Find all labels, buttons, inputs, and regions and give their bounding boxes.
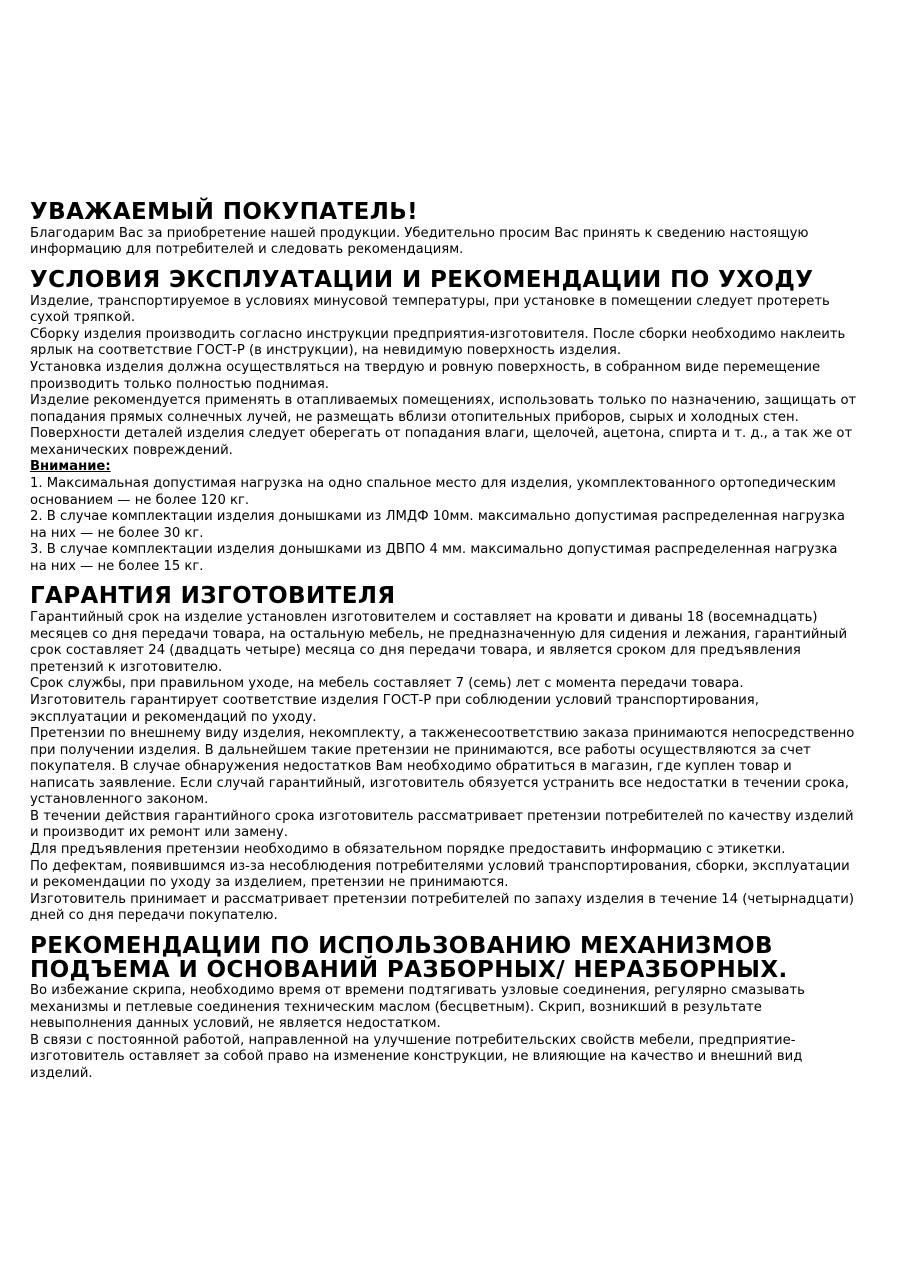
document-body [30, 200, 858, 1083]
paragraph: Изделие рекомендуется применять в отапливаемых помещениях, использовать только по назначению, защищать от попадания прямых солнечных лучей, не размещать вблизи отопительных приборов, сырых и холодных стен. [30, 393, 857, 425]
paragraph: Гарантийный срок на изделие установлен изготовителем и составляет на кровати и диваны 18 (восемнадцать) месяцев со дня передачи товара, на остальную мебель, не предназначенную для сидения и лежания, гарантийный срок составляет 24 (двадцать четыре) месяца со дня передачи товара, и является сроком для предъявления претензий к изготовителю. [30, 610, 848, 675]
paragraph: В течении действия гарантийного срока изготовитель рассматривает претензии потребителей по качеству изделий и производит их ремонт или замену. [30, 808, 854, 841]
paragraph: Претензии по внешнему виду изделия, некомплекту, а такженесоответствию заказа принимаются непосредственно при получении изделия. В дальнейшем такие претензии не принимаются, все работы осуществляются за счет покупателя. В случае обнаружения недостатков Вам необходимо обратиться в магазин, где куплен товар и написать заявление. Если случай гарантийный, изготовитель обязуется устранить все недостатки в течении срока, установленного законом. [30, 726, 855, 808]
list-item: 1. Максимальная допустимая нагрузка на одно спальное место для изделия, укомплектованного ортопедическим основанием — не более 120 кг. [30, 475, 836, 508]
list-item: 2. В случае комплектации изделия донышками из ЛМДФ 10мм. максимально допустимая распределенная нагрузка на них — не более 30 кг. [30, 509, 845, 541]
paragraph: Изготовитель принимает и рассматривает претензии потребителей по запаху изделия в течение 14 (четырнадцати) дней со дня передачи покупателю. [30, 891, 855, 924]
section-heading: УСЛОВИЯ ЭКСПЛУАТАЦИИ И РЕКОМЕНДАЦИИ ПО УХОДУ [30, 266, 814, 293]
paragraph: Благодарим Вас за приобретение нашей продукции. Убедительно просим Вас принять к сведению настоящую информацию для потребителей и следовать рекомендациям. [30, 225, 809, 258]
section-heading: УВАЖАЕМЫЙ ПОКУПАТЕЛЬ! [30, 199, 419, 225]
paragraph: Во избежание скрипа, необходимо время от времени подтягивать узловые соединения, регулярно смазывать механизмы и петлевые соединения техническим маслом (бесцветным). Скрип, возникший в результате невыполнения данных условий, не является недостатком. [30, 983, 805, 1032]
list-item: 3. В случае комплектации изделия донышками из ДВПО 4 мм. максимально допустимая распределенная нагрузка на них — не более 15 кг. [30, 542, 838, 574]
section-lifting-mechanisms [30, 934, 858, 1083]
paragraph: Изделие, транспортируемое в условиях минусовой температуры, при установке в помещении следует протереть сухой тряпкой. [30, 293, 830, 326]
paragraph: Для предъявления претензии необходимо в обязательном порядке предоставить информацию с этикетки. [30, 842, 786, 858]
paragraph: Изготовитель гарантирует соответствие изделия ГОСТ-Р при соблюдении условий транспортирования, эксплуатации и рекомендаций по уходу. [30, 692, 759, 725]
paragraph: Сборку изделия производить согласно инструкции предприятия-изготовителя. После сборки необходимо наклеить ярлык на соответствие ГОСТ-Р (в инструкции), на невидимую поверхность изделия. [30, 326, 846, 359]
section-heading: ГАРАНТИЯ ИЗГОТОВИТЕЛЯ [30, 583, 396, 610]
paragraph: Установка изделия должна осуществляться на твердую и ровную поверхность, в собранном виде перемещение производить только полностью поднимая. [30, 360, 821, 392]
paragraph: Поверхности деталей изделия следует оберегать от попадания влаги, щелочей, ацетона, спирта и т. д., а так же от механических повреждений. [30, 426, 853, 458]
warning-label: Внимание: [30, 459, 111, 475]
section-operating-conditions [30, 268, 858, 575]
paragraph: Срок службы, при правильном уходе, на мебель составляет 7 (семь) лет с момента передачи товара. [30, 676, 744, 692]
paragraph: По дефектам, появившимся из-за несоблюдения потребителями условий транспортирования, сборки, эксплуатации и рекомендации по уходу за изделием, претензии не принимаются. [30, 858, 850, 891]
section-heading: РЕКОМЕНДАЦИИ ПО ИСПОЛЬЗОВАНИЮ МЕХАНИЗМОВ ПОДЪЕМА И ОСНОВАНИЙ РАЗБОРНЫХ/ НЕРАЗБОРНЫХ. [30, 932, 788, 983]
section-manufacturer-warranty [30, 584, 858, 925]
paragraph: В связи с постоянной работой, направленной на улучшение потребительских свойств мебели, предприятие-изготовитель оставляет за собой право на изменение конструкции, не влияющие на качество и внешний вид изделий. [30, 1032, 803, 1081]
section-buyer-greeting [30, 200, 858, 259]
